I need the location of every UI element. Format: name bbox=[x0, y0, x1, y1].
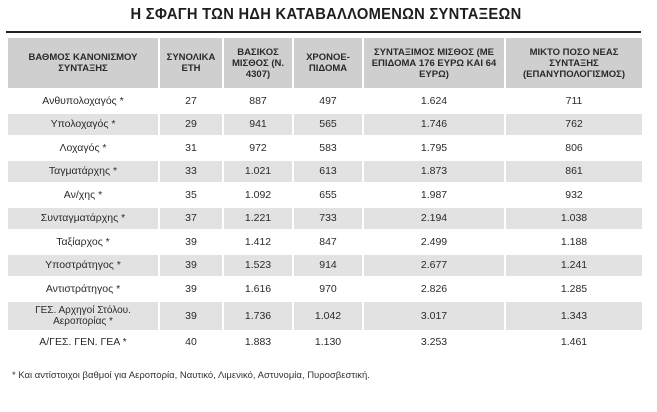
cell-seniority-allowance: 497 bbox=[294, 90, 362, 112]
table-row bbox=[8, 231, 642, 253]
cell-total-years: 27 bbox=[160, 90, 222, 112]
header-base-salary: ΒΑΣΙΚΟΣ ΜΙΣΘΟΣ (Ν. 4307) bbox=[224, 38, 292, 88]
cell-rank: Αντιστράτηγος * bbox=[8, 278, 158, 300]
cell-rank: Υποστράτηγος * bbox=[8, 255, 158, 277]
cell-new-pension: 932 bbox=[506, 184, 642, 206]
cell-new-pension: 1.285 bbox=[506, 278, 642, 300]
cell-seniority-allowance: 847 bbox=[294, 231, 362, 253]
cell-base-salary: 1.092 bbox=[224, 184, 292, 206]
header-seniority-allowance: ΧΡΟΝΟΕ-ΠΙΔΟΜΑ bbox=[294, 38, 362, 88]
cell-pensionable-salary: 2.677 bbox=[364, 255, 504, 277]
cell-pensionable-salary: 1.873 bbox=[364, 161, 504, 183]
cell-total-years: 33 bbox=[160, 161, 222, 183]
cell-base-salary: 972 bbox=[224, 137, 292, 159]
cell-rank: Ταξίαρχος * bbox=[8, 231, 158, 253]
cell-seniority-allowance: 733 bbox=[294, 208, 362, 230]
cell-rank: ΓΕΣ. Αρχηγοί Στόλου. Αεροπορίας * bbox=[8, 302, 158, 330]
cell-pensionable-salary: 2.194 bbox=[364, 208, 504, 230]
cell-base-salary: 1.736 bbox=[224, 302, 292, 330]
table-row bbox=[8, 184, 642, 206]
cell-seniority-allowance: 655 bbox=[294, 184, 362, 206]
cell-base-salary: 1.616 bbox=[224, 278, 292, 300]
cell-base-salary: 1.221 bbox=[224, 208, 292, 230]
header-new-pension: ΜΙΚΤΟ ΠΟΣΟ ΝΕΑΣ ΣΥΝΤΑΞΗΣ (ΕΠΑΝΥΠΟΛΟΓΙΣΜΟΣ) bbox=[506, 38, 642, 88]
header-total-years: ΣΥΝΟΛΙΚΑ ΕΤΗ bbox=[160, 38, 222, 88]
cell-rank: Α/ΓΕΣ. ΓΕΝ. ΓΕΑ * bbox=[8, 332, 158, 354]
table-row bbox=[8, 302, 642, 330]
table-row bbox=[8, 208, 642, 230]
cell-new-pension: 1.241 bbox=[506, 255, 642, 277]
cell-seniority-allowance: 970 bbox=[294, 278, 362, 300]
header-pensionable-salary: ΣΥΝΤΑΞΙΜΟΣ ΜΙΣΘΟΣ (ΜΕ ΕΠΙΔΟΜΑ 176 ΕΥΡΩ ΚΑΙ 64 ΕΥΡΩ) bbox=[364, 38, 504, 88]
cell-total-years: 39 bbox=[160, 278, 222, 300]
cell-total-years: 37 bbox=[160, 208, 222, 230]
cell-total-years: 29 bbox=[160, 114, 222, 136]
cell-base-salary: 1.883 bbox=[224, 332, 292, 354]
table-row bbox=[8, 90, 642, 112]
cell-base-salary: 887 bbox=[224, 90, 292, 112]
cell-new-pension: 1.461 bbox=[506, 332, 642, 354]
cell-pensionable-salary: 2.826 bbox=[364, 278, 504, 300]
header-row bbox=[8, 38, 642, 88]
table-row bbox=[8, 278, 642, 300]
title-divider bbox=[6, 31, 641, 33]
cell-pensionable-salary: 3.017 bbox=[364, 302, 504, 330]
cell-base-salary: 1.523 bbox=[224, 255, 292, 277]
table-body bbox=[8, 90, 642, 353]
cell-new-pension: 762 bbox=[506, 114, 642, 136]
cell-pensionable-salary: 2.499 bbox=[364, 231, 504, 253]
cell-total-years: 31 bbox=[160, 137, 222, 159]
table-row bbox=[8, 332, 642, 354]
table-row bbox=[8, 114, 642, 136]
table-row bbox=[8, 161, 642, 183]
cell-new-pension: 1.038 bbox=[506, 208, 642, 230]
cell-new-pension: 1.188 bbox=[506, 231, 642, 253]
cell-rank: Υπολοχαγός * bbox=[8, 114, 158, 136]
pensions-table bbox=[6, 36, 644, 355]
cell-new-pension: 1.343 bbox=[506, 302, 642, 330]
table-row bbox=[8, 255, 642, 277]
cell-seniority-allowance: 1.130 bbox=[294, 332, 362, 354]
cell-base-salary: 1.021 bbox=[224, 161, 292, 183]
cell-rank: Ταγματάρχης * bbox=[8, 161, 158, 183]
cell-seniority-allowance: 565 bbox=[294, 114, 362, 136]
cell-total-years: 39 bbox=[160, 255, 222, 277]
cell-rank: Λοχαγός * bbox=[8, 137, 158, 159]
cell-pensionable-salary: 1.795 bbox=[364, 137, 504, 159]
table-title: Η ΣΦΑΓΗ ΤΩΝ ΗΔΗ ΚΑΤΑΒΑΛΛΟΜΕΝΩΝ ΣΥΝΤΑΞΕΩΝ bbox=[130, 6, 522, 23]
cell-rank: Αν/χης * bbox=[8, 184, 158, 206]
cell-base-salary: 1.412 bbox=[224, 231, 292, 253]
cell-total-years: 39 bbox=[160, 302, 222, 330]
cell-pensionable-salary: 1.987 bbox=[364, 184, 504, 206]
cell-total-years: 39 bbox=[160, 231, 222, 253]
cell-total-years: 40 bbox=[160, 332, 222, 354]
cell-new-pension: 861 bbox=[506, 161, 642, 183]
cell-total-years: 35 bbox=[160, 184, 222, 206]
cell-pensionable-salary: 3.253 bbox=[364, 332, 504, 354]
cell-new-pension: 711 bbox=[506, 90, 642, 112]
cell-seniority-allowance: 914 bbox=[294, 255, 362, 277]
cell-pensionable-salary: 1.624 bbox=[364, 90, 504, 112]
header-rank: ΒΑΘΜΟΣ ΚΑΝΟΝΙΣΜΟΥ ΣΥΝΤΑΞΗΣ bbox=[8, 38, 158, 88]
cell-seniority-allowance: 583 bbox=[294, 137, 362, 159]
cell-seniority-allowance: 613 bbox=[294, 161, 362, 183]
table-row bbox=[8, 137, 642, 159]
cell-rank: Συνταγματάρχης * bbox=[8, 208, 158, 230]
cell-base-salary: 941 bbox=[224, 114, 292, 136]
footnote: * Και αντίστοιχοι βαθμοί για Αεροπορία, Ναυτικό, Λιμενικό, Αστυνομία, Πυροσβεστική. bbox=[12, 370, 370, 381]
cell-rank: Ανθυπολοχαγός * bbox=[8, 90, 158, 112]
cell-new-pension: 806 bbox=[506, 137, 642, 159]
cell-seniority-allowance: 1.042 bbox=[294, 302, 362, 330]
cell-pensionable-salary: 1.746 bbox=[364, 114, 504, 136]
